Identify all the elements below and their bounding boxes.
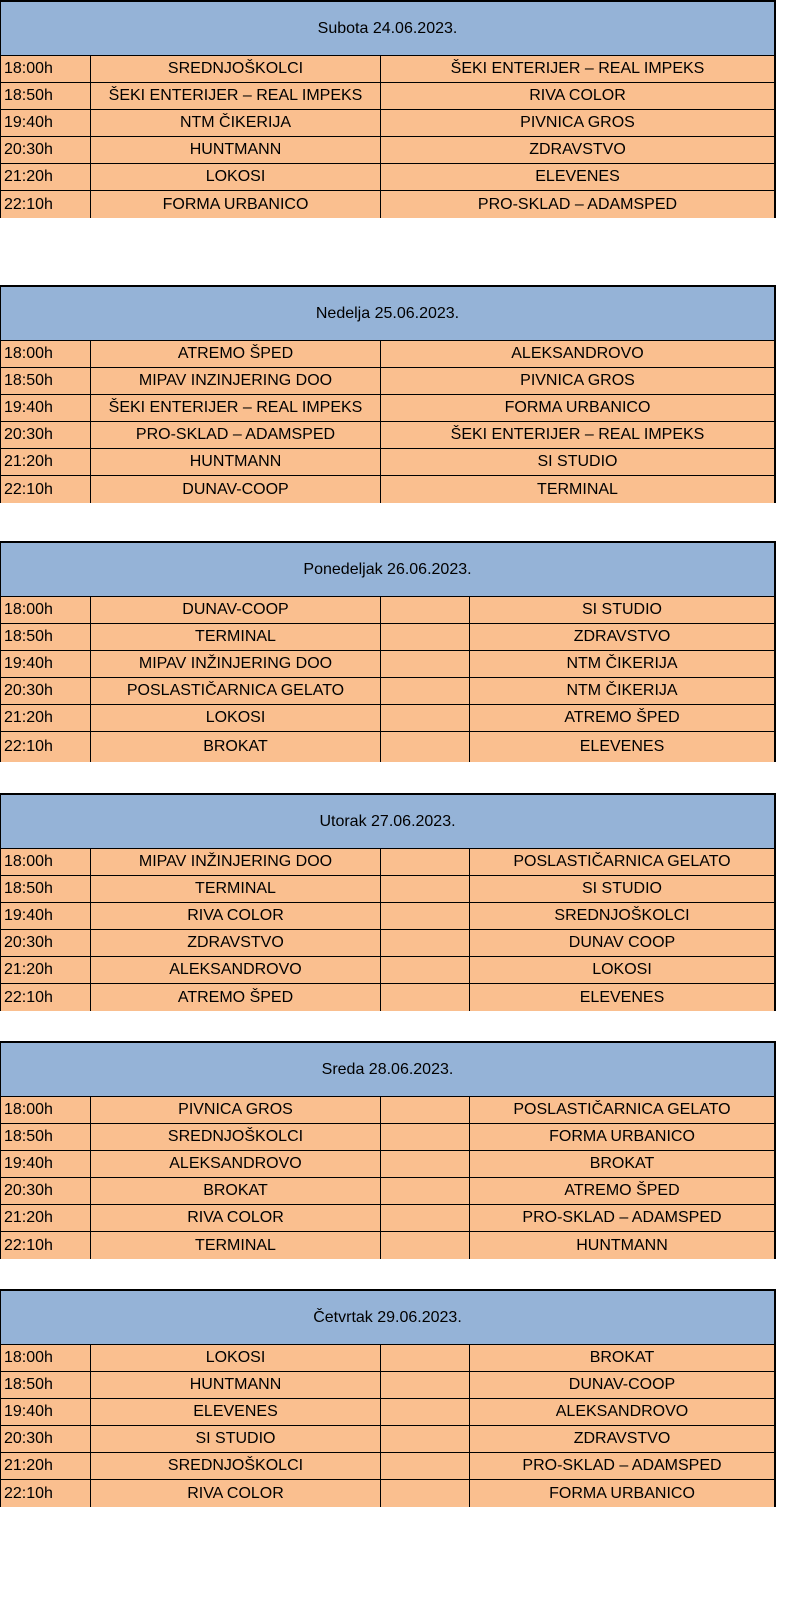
match-time: 18:50h [1,1372,91,1398]
match-time: 22:10h [1,1480,91,1507]
away-team: DUNAV-COOP [568,1376,676,1393]
empty-cell [381,930,470,956]
match-time: 21:20h [1,705,91,731]
match-time: 18:50h [1,624,91,650]
home-team: BROKAT [91,1178,381,1204]
match-time: 22:10h [1,476,91,503]
home-team: PRO-SKLAD – ADAMSPED [91,422,381,448]
away-team: ELEVENES [579,988,665,1006]
table-row [1,624,774,651]
home-team: ŠEKI ENTERIJER – REAL IMPEKS [91,83,381,109]
match-time: 18:50h [1,368,91,394]
match-time: 20:30h [1,1426,91,1452]
day-table-nedelja [0,285,776,503]
day-header: Četvrtak 29.06.2023. [1,1291,774,1345]
away-team: ZDRAVSTVO [573,1430,671,1447]
table-row [1,110,774,137]
table-row [1,930,774,957]
table-row [1,876,774,903]
table-row [1,395,774,422]
table-row [1,191,774,218]
home-team: TERMINAL [91,876,381,902]
table-row [1,732,774,762]
table-row [1,164,774,191]
day-header: Utorak 27.06.2023. [1,795,774,849]
match-time: 20:30h [1,1178,91,1204]
home-team: HUNTMANN [91,137,381,163]
empty-cell [381,957,470,983]
table-row [1,849,774,876]
match-time: 18:00h [1,1097,91,1123]
match-time: 21:20h [1,957,91,983]
home-team: RIVA COLOR [91,1480,381,1507]
table-row [1,1178,774,1205]
match-time: 21:20h [1,164,91,190]
home-team: POSLASTIČARNICA GELATO [91,678,381,704]
home-team: DUNAV-COOP [91,476,381,503]
home-team: MIPAV INŽINJERING DOO [91,651,381,677]
day-table-subota [0,0,776,218]
away-team: RIVA COLOR [529,87,626,104]
match-time: 19:40h [1,903,91,929]
match-time: 19:40h [1,110,91,136]
match-time: 22:10h [1,732,91,762]
away-team: DUNAV COOP [568,934,676,951]
home-team: TERMINAL [91,1232,381,1259]
home-team: TERMINAL [91,624,381,650]
match-time: 19:40h [1,1151,91,1177]
empty-cell [381,849,470,875]
home-team: MIPAV INZINJERING DOO [91,368,381,394]
day-header: Subota 24.06.2023. [1,2,774,56]
match-time: 18:00h [1,56,91,82]
empty-cell [381,1453,470,1479]
day-table-sreda [0,1041,776,1259]
day-header: Sreda 28.06.2023. [1,1043,774,1097]
home-team: ALEKSANDROVO [91,957,381,983]
match-time: 18:00h [1,1345,91,1371]
home-team: ŠEKI ENTERIJER – REAL IMPEKS [91,395,381,421]
home-team: RIVA COLOR [91,1205,381,1231]
home-team: RIVA COLOR [91,903,381,929]
empty-cell [381,1097,470,1123]
away-team: PRO-SKLAD – ADAMSPED [522,1457,722,1474]
empty-cell [381,1151,470,1177]
empty-cell [381,678,470,704]
table-row [1,1426,774,1453]
match-time: 18:50h [1,1124,91,1150]
match-time: 19:40h [1,1399,91,1425]
table-row [1,903,774,930]
empty-cell [381,705,470,731]
match-time: 19:40h [1,395,91,421]
away-team: SI STUDIO [537,453,618,470]
table-row [1,56,774,83]
away-team: SREDNJOŠKOLCI [554,907,690,924]
day-table-ponedeljak [0,541,776,762]
away-team: PIVNICA GROS [520,372,635,389]
table-row [1,1205,774,1232]
empty-cell [381,1232,470,1259]
empty-cell [381,876,470,902]
home-team: HUNTMANN [91,449,381,475]
day-table-utorak [0,793,776,1011]
empty-cell [381,624,470,650]
table-row [1,1372,774,1399]
home-team: ZDRAVSTVO [91,930,381,956]
table-row [1,1480,774,1507]
away-team: ALEKSANDROVO [511,345,644,362]
away-team: BROKAT [589,1155,655,1172]
match-time: 22:10h [1,984,91,1011]
away-team: POSLASTIČARNICA GELATO [513,1101,731,1118]
empty-cell [381,1480,470,1507]
home-team: SREDNJOŠKOLCI [91,1453,381,1479]
table-row [1,984,774,1011]
table-row [1,705,774,732]
empty-cell [381,597,470,623]
table-row [1,597,774,624]
match-time: 22:10h [1,191,91,218]
match-time: 22:10h [1,1232,91,1259]
away-team: ELEVENES [579,738,665,755]
match-time: 20:30h [1,678,91,704]
away-team: PIVNICA GROS [520,114,635,131]
away-team: SI STUDIO [581,880,662,897]
home-team: ALEKSANDROVO [91,1151,381,1177]
empty-cell [381,1205,470,1231]
table-row [1,83,774,110]
day-header: Ponedeljak 26.06.2023. [1,543,774,597]
day-header: Nedelja 25.06.2023. [1,287,774,341]
table-row [1,341,774,368]
home-team: SI STUDIO [91,1426,381,1452]
home-team: ATREMO ŠPED [91,341,381,367]
away-team: ATREMO ŠPED [564,709,680,726]
home-team: MIPAV INŽINJERING DOO [91,849,381,875]
table-row [1,476,774,503]
table-row [1,449,774,476]
away-team: ALEKSANDROVO [555,1403,689,1420]
table-row [1,368,774,395]
match-time: 21:20h [1,1205,91,1231]
table-row [1,137,774,164]
match-time: 18:00h [1,597,91,623]
away-team: HUNTMANN [576,1236,668,1254]
away-team: NTM ČIKERIJA [566,655,678,672]
away-team: FORMA URBANICO [549,1484,695,1502]
away-team: FORMA URBANICO [504,399,651,416]
home-team: LOKOSI [91,164,381,190]
match-time: 20:30h [1,930,91,956]
table-row [1,1345,774,1372]
day-table-cetvrtak [0,1289,776,1507]
empty-cell [381,1345,470,1371]
home-team: LOKOSI [91,1345,381,1371]
away-team: NTM ČIKERIJA [566,682,678,699]
table-row [1,1399,774,1426]
home-team: SREDNJOŠKOLCI [91,1124,381,1150]
home-team: NTM ČIKERIJA [91,110,381,136]
empty-cell [381,1426,470,1452]
empty-cell [381,651,470,677]
home-team: ATREMO ŠPED [91,984,381,1011]
away-team: ZDRAVSTVO [529,141,626,158]
match-time: 21:20h [1,449,91,475]
home-team: FORMA URBANICO [91,191,381,218]
home-team: BROKAT [91,732,381,762]
table-row [1,957,774,984]
match-time: 18:50h [1,83,91,109]
away-team: ATREMO ŠPED [564,1182,680,1199]
home-team: HUNTMANN [91,1372,381,1398]
away-team: LOKOSI [592,961,652,978]
home-team: DUNAV-COOP [91,597,381,623]
away-team: ŠEKI ENTERIJER – REAL IMPEKS [450,60,705,77]
away-team: PRO-SKLAD – ADAMSPED [477,195,678,213]
match-time: 21:20h [1,1453,91,1479]
home-team: SREDNJOŠKOLCI [91,56,381,82]
away-team: ŠEKI ENTERIJER – REAL IMPEKS [450,426,705,443]
away-team: TERMINAL [537,480,618,498]
table-row [1,1097,774,1124]
empty-cell [381,1178,470,1204]
table-row [1,678,774,705]
away-team: SI STUDIO [581,601,662,618]
match-time: 18:50h [1,876,91,902]
table-row [1,651,774,678]
table-row [1,422,774,449]
match-time: 20:30h [1,422,91,448]
table-row [1,1453,774,1480]
empty-cell [381,1372,470,1398]
away-team: ZDRAVSTVO [573,628,671,645]
table-row [1,1151,774,1178]
home-team: LOKOSI [91,705,381,731]
away-team: FORMA URBANICO [549,1128,695,1145]
away-team: BROKAT [589,1349,655,1366]
home-team: PIVNICA GROS [91,1097,381,1123]
empty-cell [381,903,470,929]
match-time: 20:30h [1,137,91,163]
away-team: ELEVENES [535,168,620,185]
away-team: POSLASTIČARNICA GELATO [513,853,731,870]
home-team: ELEVENES [91,1399,381,1425]
match-time: 19:40h [1,651,91,677]
match-time: 18:00h [1,341,91,367]
away-team: PRO-SKLAD – ADAMSPED [522,1209,722,1226]
empty-cell [381,1124,470,1150]
empty-cell [381,1399,470,1425]
table-row [1,1124,774,1151]
empty-cell [381,732,470,762]
empty-cell [381,984,470,1011]
match-time: 18:00h [1,849,91,875]
table-row [1,1232,774,1259]
